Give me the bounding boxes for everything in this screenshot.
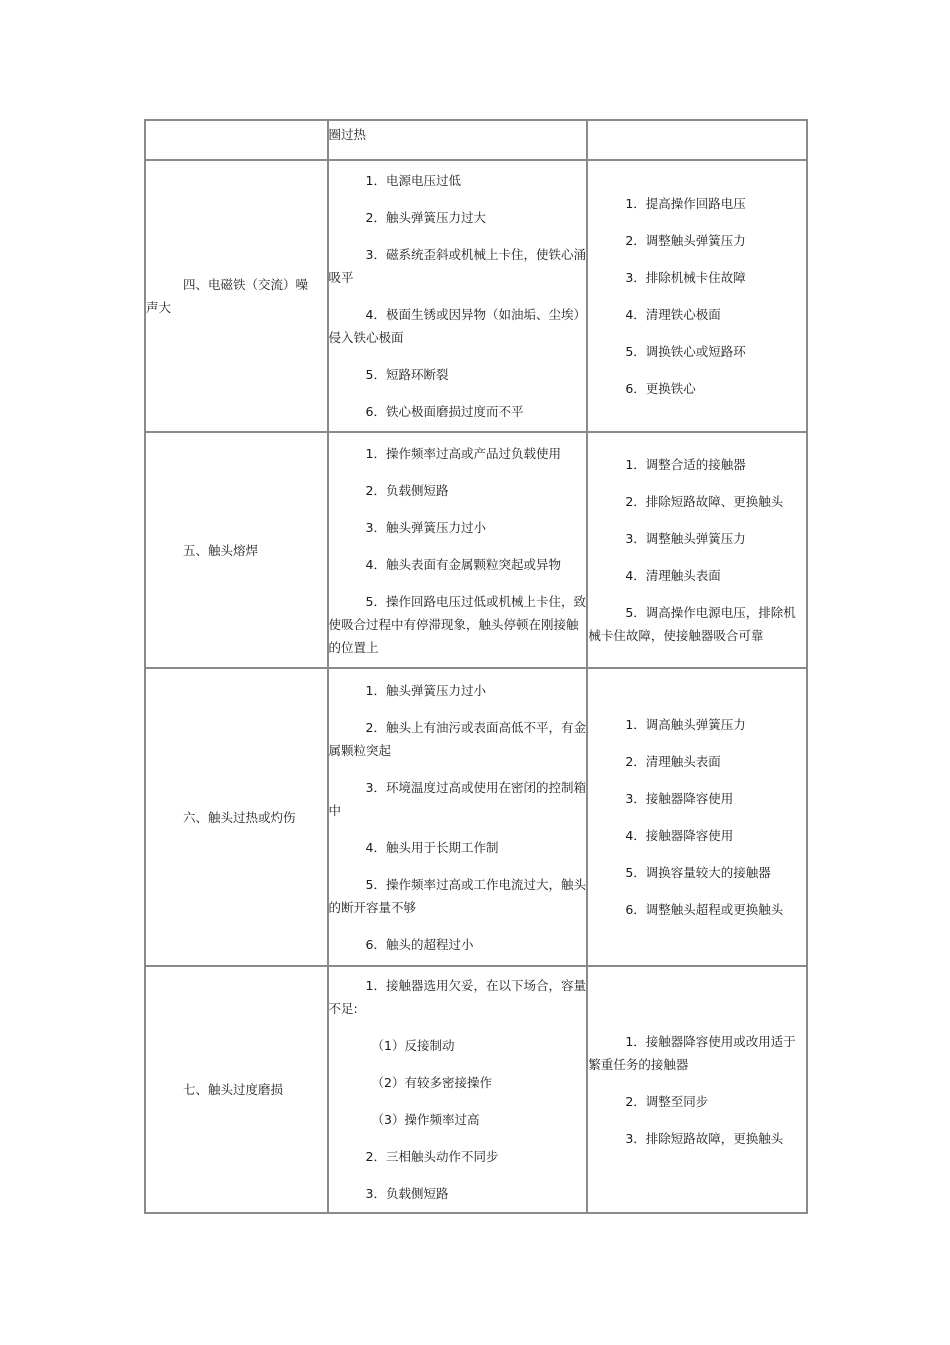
- cause-item: 1．接触器选用欠妥，在以下场合，容量不足:: [328, 978, 587, 1016]
- table-row: [145, 432, 807, 668]
- fault-cell: [145, 160, 328, 432]
- remedy-cell: [587, 120, 807, 160]
- cause-cell: [328, 120, 588, 160]
- cause-item: 3．负载侧短路: [365, 1186, 449, 1201]
- table-row: [145, 966, 807, 1213]
- cause-item: 1．触头弹簧压力过小: [365, 682, 487, 698]
- remedy-item: 1．接触器降容使用或改用适于繁重任务的接触器: [588, 1033, 796, 1072]
- cause-item: 6．触头的超程过小: [365, 936, 474, 952]
- table-row: [145, 120, 807, 160]
- cause-subitem: （1）反接制动: [371, 1038, 455, 1053]
- cause-item: 5．操作频率过高或工作电流过大，触头的断开容量不够: [328, 876, 587, 915]
- cause-item: 3．环境温度过高或使用在密闭的控制箱中: [328, 779, 587, 818]
- remedy-item: 3．排除短路故障，更换触头: [625, 1130, 784, 1146]
- remedy-item: 2．清理触头表面: [625, 754, 721, 769]
- cause-item: 1．操作频率过高或产品过负载使用: [365, 445, 562, 461]
- remedy-cell: [587, 668, 807, 966]
- cause-item: 6．铁心极面磨损过度而不平: [365, 404, 524, 419]
- remedy-item: 4．清理触头表面: [625, 568, 721, 583]
- continuation-text: 圈过热: [328, 127, 367, 142]
- cause-cell: [328, 432, 588, 668]
- cause-cell: [328, 668, 588, 966]
- remedy-item: 1．调整合适的接触器: [625, 457, 746, 472]
- cause-cell: [328, 966, 588, 1213]
- remedy-item: 2．排除短路故障、更换触头: [625, 494, 784, 509]
- cause-item: 1．电源电压过低: [365, 173, 462, 188]
- table-row: [145, 668, 807, 966]
- remedy-item: 2．调整至同步: [625, 1093, 709, 1109]
- remedy-cell: [587, 432, 807, 668]
- fault-label: 五、触头熔焊: [183, 542, 259, 558]
- remedy-item: 3．调整触头弹簧压力: [625, 531, 746, 546]
- remedy-item: 5．调换铁心或短路环: [625, 344, 746, 359]
- cause-cell: [328, 160, 588, 432]
- remedy-item: 6．更换铁心: [625, 381, 696, 396]
- fault-cell: [145, 668, 328, 966]
- cause-item: 3．磁系统歪斜或机械上卡住，使铁心涌吸平: [328, 247, 587, 285]
- fault-cell: [145, 120, 328, 160]
- fault-label: 七、触头过度磨损: [183, 1082, 284, 1097]
- remedy-cell: [587, 966, 807, 1213]
- remedy-item: 1．调高触头弹簧压力: [625, 717, 746, 732]
- cause-item: 2．三相触头动作不同步: [365, 1149, 499, 1164]
- remedy-item: 5．调换容量较大的接触器: [625, 865, 771, 880]
- remedy-item: 4．接触器降容使用: [625, 828, 734, 843]
- fault-cell: [145, 966, 328, 1213]
- cause-item: 5．操作回路电压过低或机械上卡住，致使吸合过程中有停滞现象，触头停顿在刚接触的位置上: [328, 593, 587, 655]
- remedy-item: 1．提高操作回路电压: [625, 196, 746, 211]
- remedy-item: 3．排除机械卡住故障: [625, 270, 746, 285]
- cause-subitem: （3）操作频率过高: [371, 1112, 480, 1127]
- remedy-item: 5．调高操作电源电压，排除机械卡住故障，使接触器吸合可靠: [588, 605, 796, 643]
- cause-item: 4．触头用于长期工作制: [365, 839, 499, 855]
- cause-item: 3．触头弹簧压力过小: [365, 519, 487, 535]
- remedy-item: 2．调整触头弹簧压力: [625, 233, 746, 248]
- cause-item: 2．负载侧短路: [365, 482, 449, 498]
- remedy-item: 4．清理铁心极面: [625, 307, 721, 322]
- fault-label: 六、触头过热或灼伤: [183, 809, 296, 825]
- cause-subitem: （2）有较多密接操作: [371, 1075, 493, 1090]
- cause-item: 5．短路环断裂: [365, 367, 449, 382]
- fault-table: [144, 119, 808, 1214]
- cause-item: 2．触头上有油污或表面高低不平，有金属颗粒突起: [328, 719, 587, 758]
- remedy-item: 3．接触器降容使用: [625, 791, 734, 806]
- fault-label: 四、电磁铁（交流）噪声大: [146, 277, 309, 315]
- remedy-cell: [587, 160, 807, 432]
- fault-cell: [145, 432, 328, 668]
- cause-item: 2．触头弹簧压力过大: [365, 210, 487, 225]
- cause-item: 4．触头表面有金属颗粒突起或异物: [365, 556, 562, 572]
- cause-item: 4．极面生锈或因异物（如油垢、尘埃）侵入铁心极面: [328, 307, 587, 345]
- remedy-item: 6．调整触头超程或更换触头: [625, 902, 784, 917]
- table-row: [145, 160, 807, 432]
